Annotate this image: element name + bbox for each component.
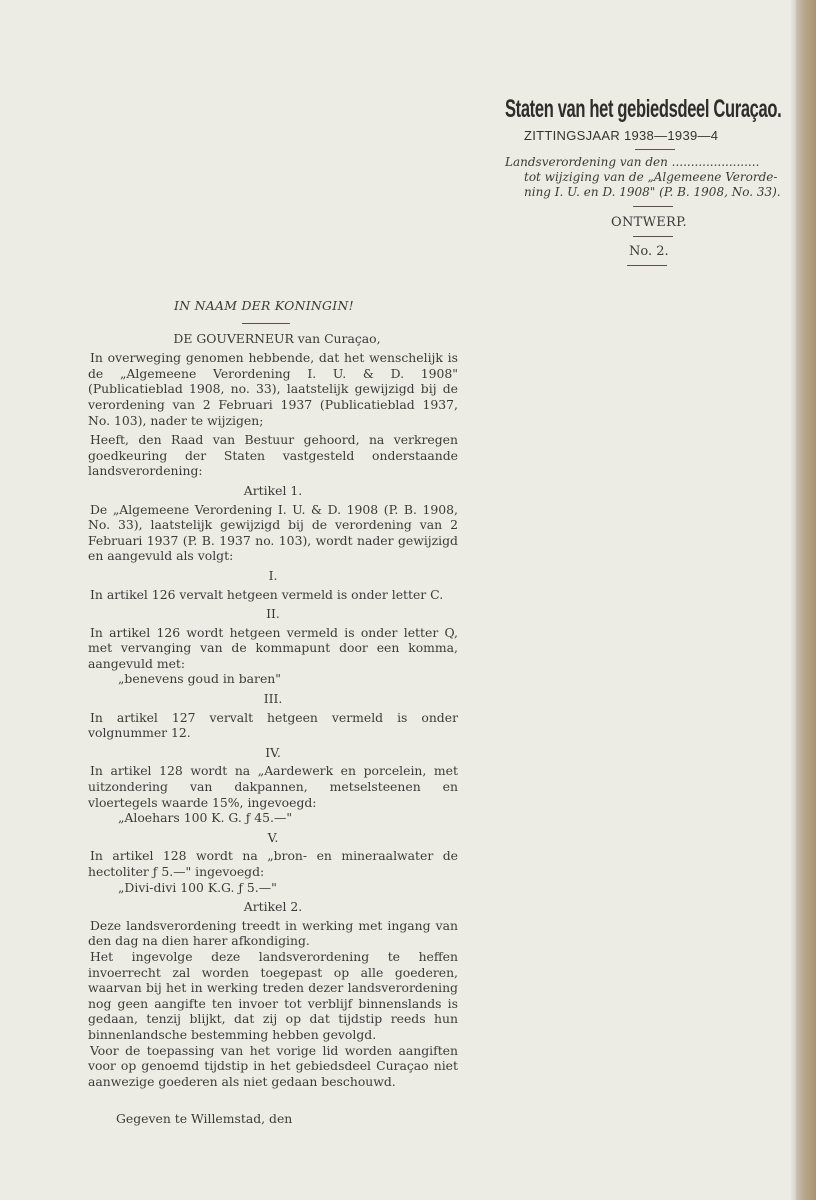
- section-text: In artikel 126 wordt hetgeen vermeld is onder letter Q, met vervanging van de kommapunt door een komma, aangevuld met:: [88, 624, 458, 671]
- article-2-paragraph: Voor de toepassing van het vorige lid worden aangiften voor op genoemd tijdstip in het gebiedsdeel Curaçao niet aanwezige goederen als niet gedaan beschouwd.: [88, 1042, 458, 1089]
- governor-line: DE GOUVERNEUR van Curaçao,: [173, 330, 381, 346]
- document-header: [505, 95, 795, 266]
- section-quote: „Divi-divi 100 K.G. ƒ 5.—": [118, 879, 277, 895]
- article-2-paragraph: Het ingevolge deze landsverordening te heffen invoerrecht zal worden toegepast op alle goederen, waarvan bij het in werking treden dezer landsverordening nog geen aangifte ten invoer tot verblijf binnenslands is gedaan, tenzij blijkt, dat zij op dat tijdstip reeds hun binnenlandsche bestemming hebben gevolgd.: [88, 948, 458, 1042]
- header-divider: [633, 236, 673, 237]
- section-numeral: IV.: [265, 744, 281, 760]
- considering-paragraph: In overweging genomen hebbende, dat het wenschelijk is de „Algemeene Verordening I. U. & D. 1908" (Publicatieblad 1908, no. 33), laatstelijk gewijzigd bij de verordening van 2 Februari 1937 (Publicatieblad 1937, No. 103), nader te wijzigen;: [88, 350, 458, 428]
- ordinance-body: [88, 298, 458, 1127]
- header-divider: [627, 265, 667, 266]
- ordinance-description: [505, 155, 795, 200]
- article-2-heading: Artikel 2.: [243, 899, 303, 915]
- draft-label: ONTWERP.: [611, 215, 687, 230]
- document-number: No. 2.: [629, 244, 669, 259]
- description-line: tot wijziging van de „Algemeene Verorde-: [524, 170, 778, 184]
- section-text: In artikel 128 wordt na „Aardewerk en porcelein, met uitzondering van dakpannen, metselsteenen en vloertegels waarde 15%, ingevoegd:: [88, 763, 458, 810]
- header-title: Staten van het gebiedsdeel Curaçao.: [505, 95, 782, 123]
- section-text: In artikel 126 vervalt hetgeen vermeld is onder letter C.: [90, 586, 444, 602]
- article-1-heading: Artikel 1.: [243, 482, 303, 498]
- section-quote: „benevens goud in baren": [118, 671, 281, 687]
- heard-paragraph: Heeft, den Raad van Bestuur gehoord, na verkregen goedkeuring der Staten vastgesteld onderstaande landsverordening:: [88, 432, 458, 479]
- section-numeral: V.: [267, 829, 279, 845]
- section-numeral: III.: [263, 691, 283, 707]
- section-quote: „Aloehars 100 K. G. ƒ 45.—": [118, 810, 293, 826]
- book-spine: [796, 0, 816, 1200]
- signature-line: Gegeven te Willemstad, den: [116, 1111, 293, 1127]
- section-text: In artikel 128 wordt na „bron- en mineraalwater de hectoliter ƒ 5.—" ingevoegd:: [88, 848, 458, 879]
- article-2-paragraph: Deze landsverordening treedt in werking met ingang van den dag na dien harer afkondiging.: [88, 917, 458, 949]
- header-divider: [635, 149, 675, 150]
- section-numeral: II.: [266, 606, 280, 622]
- section-text: In artikel 127 vervalt hetgeen vermeld is onder volgnummer 12.: [88, 709, 458, 741]
- description-line: ning I. U. en D. 1908" (P. B. 1908, No. 33).: [524, 185, 781, 199]
- section-numeral: I.: [268, 567, 278, 583]
- article-1-intro: De „Algemeene Verordening I. U. & D. 1908 (P. B. 1908, No. 33), laatstelijk gewijzigd bij de verordening van 2 Februari 1937 (P. B. 1937 no. 103), wordt nader gewijzigd en aangevuld als volgt:: [88, 501, 458, 564]
- header-divider: [633, 206, 673, 207]
- session-year: ZITTINGSJAAR 1938—1939—4: [524, 128, 719, 143]
- invocation: IN NAAM DER KONINGIN!: [174, 298, 354, 313]
- description-line: Landsverordening van den .......................: [505, 155, 760, 169]
- section-divider: [242, 323, 290, 324]
